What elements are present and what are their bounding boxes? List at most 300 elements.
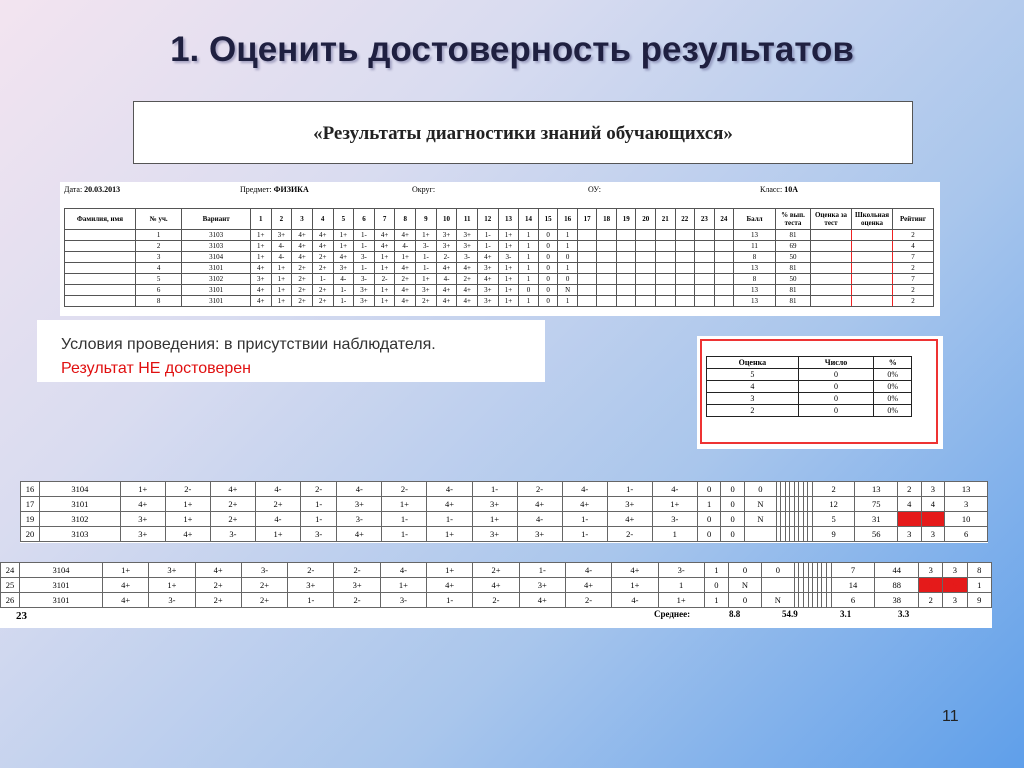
table-cell xyxy=(655,230,675,241)
table-cell: 16 xyxy=(21,482,40,497)
table-cell: 1- xyxy=(427,593,473,608)
header-cell: 20 xyxy=(636,209,656,230)
table-cell xyxy=(695,285,715,296)
header-cell: 5 xyxy=(333,209,354,230)
table-cell: 3 xyxy=(943,593,967,608)
table-cell xyxy=(65,230,136,241)
table-cell: 2+ xyxy=(395,274,416,285)
table-cell: 1 xyxy=(136,230,182,241)
table-cell: 5 xyxy=(919,578,943,593)
table-cell: 1- xyxy=(288,593,334,608)
table-cell xyxy=(577,274,597,285)
header-cell: 2 xyxy=(271,209,292,230)
results-table xyxy=(64,208,934,307)
table-row xyxy=(1,578,992,593)
table-cell: 5 xyxy=(943,578,967,593)
table-cell: 3 xyxy=(898,512,922,527)
table-cell: 0 xyxy=(538,252,558,263)
table-cell xyxy=(655,285,675,296)
table-cell: 4- xyxy=(255,512,300,527)
header-cell: 4 xyxy=(312,209,333,230)
table-cell: 2+ xyxy=(292,285,313,296)
table-cell xyxy=(597,263,617,274)
table-cell: 3+ xyxy=(436,230,457,241)
table-cell: 1 xyxy=(652,527,697,542)
table-row xyxy=(65,274,934,285)
table-cell: 1 xyxy=(658,578,704,593)
table-cell xyxy=(852,296,893,307)
table-cell: 81 xyxy=(776,263,811,274)
table-cell: 2+ xyxy=(312,263,333,274)
table-cell: 2+ xyxy=(241,593,287,608)
table-cell: 6 xyxy=(945,527,988,542)
table-cell xyxy=(597,230,617,241)
table-cell: 1+ xyxy=(250,252,271,263)
table-cell: 1+ xyxy=(165,512,210,527)
table-cell: 3103 xyxy=(182,230,251,241)
table-cell: 1+ xyxy=(498,230,519,241)
table-cell: 0 xyxy=(704,578,728,593)
table-cell: 6 xyxy=(831,593,875,608)
table-cell: 1+ xyxy=(498,263,519,274)
table-cell: 4+ xyxy=(195,563,241,578)
table-cell: 4+ xyxy=(565,578,611,593)
table-cell xyxy=(655,263,675,274)
table-row xyxy=(21,482,988,497)
table-cell: 1- xyxy=(477,241,498,252)
table-cell: 3104 xyxy=(40,482,121,497)
table-cell: 4+ xyxy=(292,230,313,241)
table-cell: 1 xyxy=(558,263,578,274)
table-cell: 13 xyxy=(734,263,776,274)
table-cell: 4+ xyxy=(473,578,519,593)
table-cell: 1+ xyxy=(271,263,292,274)
table-cell xyxy=(636,263,656,274)
grade-cell: 0 xyxy=(798,369,874,381)
table-cell: 4+ xyxy=(395,296,416,307)
table-cell xyxy=(852,230,893,241)
header-cell: 13 xyxy=(498,209,519,230)
table-cell: 3- xyxy=(354,274,375,285)
table-cell xyxy=(577,241,597,252)
table-cell: 2+ xyxy=(457,274,478,285)
table-cell: 4 xyxy=(898,497,922,512)
table-cell: 0 xyxy=(697,482,721,497)
table-cell: 1 xyxy=(558,230,578,241)
table-cell: 0 xyxy=(721,482,745,497)
table-cell xyxy=(636,285,656,296)
table-cell: 1+ xyxy=(250,230,271,241)
table-cell: 4+ xyxy=(337,527,382,542)
table-cell: 3+ xyxy=(517,527,562,542)
grade-cell: 0% xyxy=(874,405,912,417)
average-grade: 3.1 xyxy=(840,609,852,619)
table-cell: 1 xyxy=(967,578,992,593)
table-cell: 1 xyxy=(519,263,539,274)
table-cell: 0 xyxy=(558,274,578,285)
header-cell: Оценка за тест xyxy=(811,209,852,230)
table-cell: 2+ xyxy=(312,296,333,307)
grade-row xyxy=(707,369,912,381)
table-cell: 4 xyxy=(893,241,934,252)
table-row xyxy=(65,263,934,274)
table-cell: 4+ xyxy=(333,252,354,263)
table-cell: 3101 xyxy=(20,593,103,608)
table-cell: 1+ xyxy=(271,285,292,296)
table-cell: 4+ xyxy=(395,230,416,241)
table-cell: 3- xyxy=(652,512,697,527)
table-cell: 2- xyxy=(165,482,210,497)
table-cell xyxy=(811,285,852,296)
table-cell: 3+ xyxy=(120,512,165,527)
table-cell xyxy=(597,285,617,296)
header-cell: 6 xyxy=(354,209,375,230)
table-cell xyxy=(852,241,893,252)
table-cell: 2+ xyxy=(312,252,333,263)
table-cell: 0 xyxy=(697,527,721,542)
table-cell: 3104 xyxy=(20,563,103,578)
table-cell xyxy=(65,263,136,274)
table-cell xyxy=(65,285,136,296)
table-cell: 3 xyxy=(921,527,945,542)
table-cell: 4- xyxy=(612,593,658,608)
table-cell: 3- xyxy=(241,563,287,578)
table-cell: 1- xyxy=(333,285,354,296)
table-cell: 1+ xyxy=(382,497,427,512)
table-cell: 4+ xyxy=(374,241,395,252)
table-cell: 9 xyxy=(812,527,855,542)
excerpt-table-2 xyxy=(0,562,992,608)
grade-cell: 0 xyxy=(798,405,874,417)
table-cell xyxy=(65,252,136,263)
table-cell: 3+ xyxy=(519,578,565,593)
table-cell: 4+ xyxy=(250,263,271,274)
table-cell: 1+ xyxy=(612,578,658,593)
table-cell xyxy=(577,252,597,263)
table-cell: 2- xyxy=(517,482,562,497)
table-cell xyxy=(811,230,852,241)
table-cell: 3 xyxy=(919,563,943,578)
table-cell: 1 xyxy=(704,563,728,578)
table-cell: 3+ xyxy=(477,285,498,296)
table-cell: 0 xyxy=(538,263,558,274)
table-cell: 3+ xyxy=(607,497,652,512)
table-cell: 1+ xyxy=(498,296,519,307)
table-cell: 3101 xyxy=(182,296,251,307)
header-cell: % вып. теста xyxy=(776,209,811,230)
grade-cell: 3 xyxy=(707,393,799,405)
table-cell: 4+ xyxy=(395,263,416,274)
table-cell xyxy=(714,285,734,296)
table-cell: 3+ xyxy=(477,296,498,307)
table-cell: 13 xyxy=(855,482,898,497)
table-cell xyxy=(714,230,734,241)
table-cell xyxy=(65,274,136,285)
table-cell: 4+ xyxy=(395,285,416,296)
table-cell: 8 xyxy=(734,274,776,285)
table-cell: 3- xyxy=(457,252,478,263)
grade-cell: 0 xyxy=(798,393,874,405)
header-cell: 16 xyxy=(558,209,578,230)
table-cell: 3101 xyxy=(182,263,251,274)
table-cell: 4+ xyxy=(517,497,562,512)
table-cell: 2+ xyxy=(210,512,255,527)
table-cell: 1+ xyxy=(416,274,437,285)
table-cell: 4+ xyxy=(312,230,333,241)
table-cell: 3101 xyxy=(182,285,251,296)
table-cell: 12 xyxy=(812,497,855,512)
table-cell: 1+ xyxy=(271,274,292,285)
table-cell: 3- xyxy=(658,563,704,578)
table-cell: 4+ xyxy=(436,285,457,296)
table-cell: N xyxy=(729,578,762,593)
table-cell xyxy=(616,285,636,296)
table-cell: 0 xyxy=(729,563,762,578)
conditions-text: Условия проведения: в присутствии наблюдателя. xyxy=(61,336,436,353)
table-cell: 3 xyxy=(921,512,945,527)
table-cell: 4+ xyxy=(436,296,457,307)
table-cell: 3+ xyxy=(416,285,437,296)
class-field: Класс: 10А xyxy=(760,185,798,194)
table-cell: 81 xyxy=(776,285,811,296)
table-cell xyxy=(636,252,656,263)
table-row xyxy=(65,230,934,241)
table-cell: 3103 xyxy=(40,527,121,542)
excerpt-table-1 xyxy=(20,481,988,542)
average-ball: 8.8 xyxy=(729,609,741,619)
table-cell xyxy=(714,274,734,285)
table-cell xyxy=(852,252,893,263)
table-row xyxy=(65,241,934,252)
table-cell: 5 xyxy=(136,274,182,285)
table-cell: 7 xyxy=(893,274,934,285)
table-cell: 1+ xyxy=(374,252,395,263)
table-cell: 1+ xyxy=(498,241,519,252)
table-cell xyxy=(597,241,617,252)
table-cell: 2- xyxy=(565,593,611,608)
table-cell xyxy=(811,241,852,252)
table-cell xyxy=(714,296,734,307)
table-cell: 2+ xyxy=(416,296,437,307)
table-cell xyxy=(636,296,656,307)
table-cell: 4- xyxy=(436,274,457,285)
grade-header-cell: Число xyxy=(798,357,874,369)
header-cell: 11 xyxy=(457,209,478,230)
table-cell: 1+ xyxy=(652,497,697,512)
table-cell xyxy=(65,296,136,307)
table-cell: 3- xyxy=(301,527,337,542)
table-cell: 1+ xyxy=(165,497,210,512)
table-cell xyxy=(675,230,695,241)
table-cell: 3101 xyxy=(20,578,103,593)
table-cell xyxy=(852,263,893,274)
table-cell xyxy=(675,274,695,285)
table-cell: 2- xyxy=(382,482,427,497)
grade-cell: 4 xyxy=(707,381,799,393)
header-cell: 23 xyxy=(695,209,715,230)
excerpt-panel-1 xyxy=(20,481,988,543)
header-cell: Балл xyxy=(734,209,776,230)
header-cell: 15 xyxy=(538,209,558,230)
table-cell xyxy=(695,252,715,263)
header-cell: Фамилия, имя xyxy=(65,209,136,230)
table-cell: 2 xyxy=(812,482,855,497)
table-cell: 50 xyxy=(776,274,811,285)
table-cell: 4+ xyxy=(312,241,333,252)
table-cell: N xyxy=(761,593,794,608)
table-cell: 2 xyxy=(893,263,934,274)
table-cell: 1+ xyxy=(395,252,416,263)
table-cell: 1- xyxy=(301,497,337,512)
table-cell: 4+ xyxy=(477,274,498,285)
table-cell: 9 xyxy=(967,593,992,608)
table-cell: 0 xyxy=(519,285,539,296)
table-cell: 1 xyxy=(519,252,539,263)
table-cell: 3- xyxy=(337,512,382,527)
table-cell xyxy=(616,241,636,252)
header-cell: 22 xyxy=(675,209,695,230)
subtitle-box: «Результаты диагностики знаний обучающихся» xyxy=(133,101,913,164)
table-cell: 2+ xyxy=(195,593,241,608)
table-cell: 4+ xyxy=(165,527,210,542)
table-cell: 4+ xyxy=(607,512,652,527)
table-cell: 0 xyxy=(721,512,745,527)
table-cell: 2- xyxy=(288,563,334,578)
table-cell: 13 xyxy=(734,296,776,307)
header-cell: 8 xyxy=(395,209,416,230)
table-cell xyxy=(695,241,715,252)
table-cell xyxy=(714,263,734,274)
table-cell: 0 xyxy=(538,241,558,252)
table-cell: 1+ xyxy=(658,593,704,608)
table-cell: 1+ xyxy=(271,296,292,307)
table-cell xyxy=(616,296,636,307)
table-cell xyxy=(636,230,656,241)
table-cell: 1+ xyxy=(255,527,300,542)
header-cell: 3 xyxy=(292,209,313,230)
table-cell: 0 xyxy=(538,296,558,307)
table-cell: 3- xyxy=(210,527,255,542)
result-unreliable-text: Результат НЕ достоверен xyxy=(61,360,252,377)
header-cell: 7 xyxy=(374,209,395,230)
table-cell: 2- xyxy=(436,252,457,263)
table-cell: 1- xyxy=(427,512,472,527)
grade-cell: 0 xyxy=(798,381,874,393)
table-cell: 1- xyxy=(562,512,607,527)
table-cell: 0 xyxy=(721,497,745,512)
table-cell: 1- xyxy=(382,527,427,542)
table-cell: 3+ xyxy=(472,497,517,512)
table-cell: 2+ xyxy=(255,497,300,512)
table-cell: 4+ xyxy=(562,497,607,512)
table-cell: 20 xyxy=(21,527,40,542)
table-cell: 4+ xyxy=(250,285,271,296)
header-cell: 14 xyxy=(519,209,539,230)
table-cell: 24 xyxy=(1,563,20,578)
table-cell: 4+ xyxy=(292,241,313,252)
student-count: 23 xyxy=(16,610,27,622)
table-cell: 38 xyxy=(875,593,919,608)
table-cell: 4 xyxy=(136,263,182,274)
table-cell: 4- xyxy=(271,252,292,263)
table-cell: 81 xyxy=(776,296,811,307)
table-row xyxy=(65,252,934,263)
table-cell: 4+ xyxy=(519,593,565,608)
header-cell: 17 xyxy=(577,209,597,230)
table-cell: 4+ xyxy=(427,578,473,593)
table-cell: 3- xyxy=(498,252,519,263)
grade-row xyxy=(707,393,912,405)
grade-row xyxy=(707,405,912,417)
table-cell: 4- xyxy=(271,241,292,252)
table-cell: 6 xyxy=(136,285,182,296)
table-cell: 0 xyxy=(538,285,558,296)
table-row xyxy=(1,563,992,578)
table-cell: 1- xyxy=(312,274,333,285)
table-cell: 4+ xyxy=(457,296,478,307)
table-cell: 1- xyxy=(607,482,652,497)
table-cell: 2- xyxy=(473,593,519,608)
table-cell: 19 xyxy=(21,512,40,527)
header-cell: 21 xyxy=(655,209,675,230)
table-cell: 2- xyxy=(301,482,337,497)
table-cell: 3+ xyxy=(337,497,382,512)
table-cell: 4+ xyxy=(102,578,148,593)
grade-header-cell: % xyxy=(874,357,912,369)
grade-cell: 2 xyxy=(707,405,799,417)
average-percent: 54.9 xyxy=(782,609,798,619)
table-cell: 69 xyxy=(776,241,811,252)
conditions-note xyxy=(37,320,545,382)
table-cell: 2+ xyxy=(473,563,519,578)
table-cell: 4+ xyxy=(210,482,255,497)
grade-distribution-panel xyxy=(697,336,943,449)
table-cell: 1 xyxy=(519,241,539,252)
table-cell: 1+ xyxy=(498,274,519,285)
header-cell: 1 xyxy=(250,209,271,230)
table-cell: 4- xyxy=(380,563,426,578)
table-cell: 0 xyxy=(744,482,776,497)
table-cell xyxy=(655,252,675,263)
table-cell: 3+ xyxy=(334,578,380,593)
table-cell xyxy=(811,296,852,307)
table-cell: 1+ xyxy=(416,230,437,241)
table-cell xyxy=(811,274,852,285)
table-cell: 3- xyxy=(354,252,375,263)
table-cell: 3+ xyxy=(354,296,375,307)
table-cell xyxy=(655,274,675,285)
grade-header-cell: Оценка xyxy=(707,357,799,369)
table-cell: 1+ xyxy=(498,285,519,296)
table-cell: 4+ xyxy=(250,296,271,307)
table-cell xyxy=(675,296,695,307)
school-field: ОУ: xyxy=(588,185,601,194)
table-cell: 44 xyxy=(875,563,919,578)
table-cell xyxy=(636,241,656,252)
table-cell: 3+ xyxy=(149,563,195,578)
table-cell xyxy=(655,296,675,307)
table-cell: 4+ xyxy=(612,563,658,578)
table-cell: 4+ xyxy=(427,497,472,512)
table-cell xyxy=(714,252,734,263)
table-cell: 1 xyxy=(704,593,728,608)
table-cell: 2+ xyxy=(195,578,241,593)
table-cell xyxy=(695,296,715,307)
table-cell: 13 xyxy=(945,482,988,497)
table-cell: 1+ xyxy=(374,263,395,274)
table-cell: 1- xyxy=(354,230,375,241)
table-cell: 3- xyxy=(149,593,195,608)
